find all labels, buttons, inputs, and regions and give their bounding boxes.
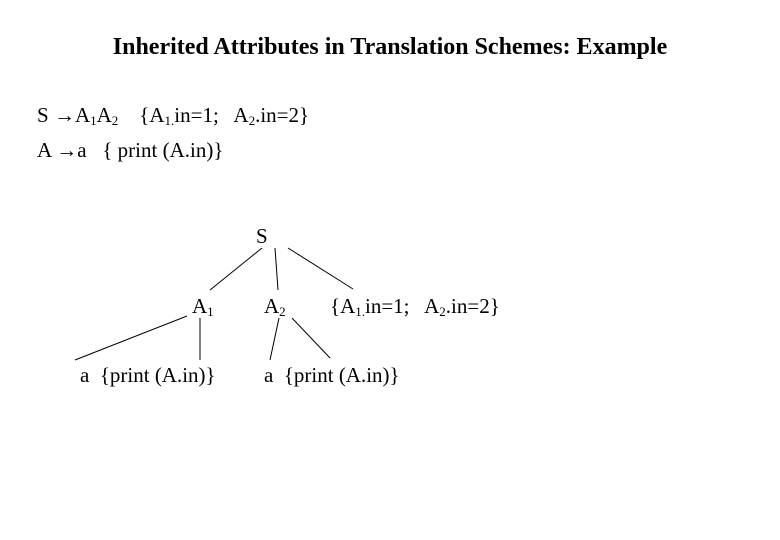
tree-node-s: S <box>256 224 268 248</box>
tree-node-action: {$A_{1.}in=1$; $A_2.in=2$} <box>330 294 500 319</box>
rule-1-action: {$A_{1.}in=1$; $A_2.in=2$} <box>139 103 310 128</box>
tree-leaf-2: a {print (A.in)} <box>264 363 400 387</box>
tree-node-a1: $A_1$ <box>192 294 214 319</box>
production-rule-2: A →a { print (A.in)} <box>37 138 224 162</box>
edge-s-a2 <box>275 248 278 290</box>
edge-a2-action <box>292 318 330 358</box>
edge-a2-a <box>270 318 279 360</box>
tree-node-a2: $A_2$ <box>264 294 286 319</box>
production-rule-1: $S \to A_1A_2$ {$A_{1.}in=1$; $A_2.in=2$} <box>37 103 310 128</box>
edge-s-a1 <box>210 248 262 290</box>
tree-leaf-1: a {print (A.in)} <box>80 363 216 387</box>
edge-a1-a <box>75 316 187 360</box>
slide-title: Inherited Attributes in Translation Schemes: Example <box>112 34 668 60</box>
edge-s-action <box>288 248 353 289</box>
rule-2-action: { print (A.in)} <box>102 138 224 162</box>
